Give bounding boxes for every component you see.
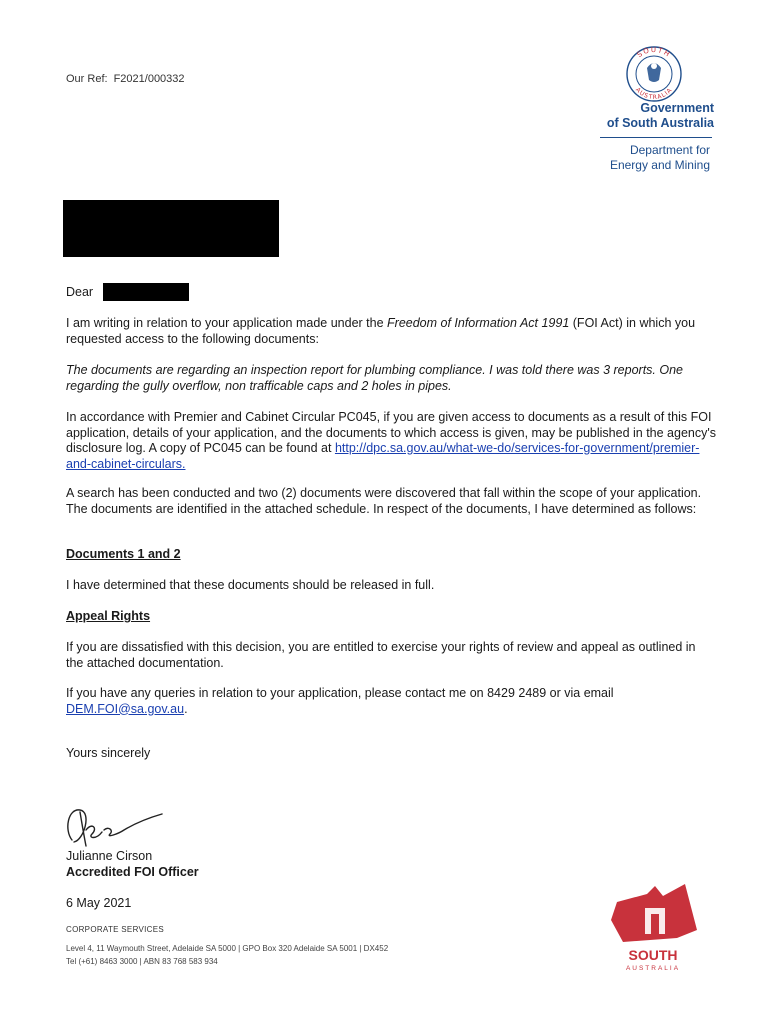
- gov-line-1: Government: [640, 101, 714, 115]
- gov-line-2: of South Australia: [606, 116, 714, 130]
- paragraph-search-result: A search has been conducted and two (2) documents were discovered that fall within the scope of your application. The documents are identified in the attached schedule. In respect of the documents, I have determined as follows:: [66, 486, 702, 516]
- salutation: Dear: [66, 285, 94, 299]
- svg-text:SOUTH: [636, 46, 672, 59]
- ref-label: Our Ref:: [66, 73, 108, 85]
- act-name: Freedom of Information Act 1991: [387, 316, 570, 330]
- p7-end: .: [184, 701, 188, 716]
- paragraph-appeal: If you are dissatisfied with this decision, you are entitled to exercise your rights of review and appeal as outlined in the attached documentation.: [66, 640, 696, 670]
- sa-government-crest-icon: [618, 44, 690, 102]
- footer-section: CORPORATE SERVICES: [66, 925, 165, 934]
- crest-text-top: SOUTH: [635, 45, 673, 60]
- pc045-link[interactable]: http://dpc.sa.gov.au/what-we-do/services-for-government/premier-and-cabinet-circulars.: [66, 441, 700, 471]
- p1-text-a: I am writing in relation to your application made under the: [66, 316, 388, 330]
- handwritten-signature: [62, 800, 172, 852]
- dept-line-1: Department for: [629, 143, 710, 157]
- footer-address: [66, 942, 388, 968]
- paragraph-contact: [66, 686, 716, 717]
- department-name: [560, 143, 710, 173]
- footer-contact-line: Tel (+61) 8463 3000 | ABN 83 768 583 934: [66, 957, 218, 966]
- footer-address-line: Level 4, 11 Waymouth Street, Adelaide SA 5000 | GPO Box 320 Adelaide SA 5001 | DX452: [66, 944, 389, 953]
- redacted-address-block: [63, 200, 279, 257]
- heading-documents: Documents 1 and 2: [66, 547, 181, 561]
- header-divider: [600, 137, 712, 138]
- crest-text-bottom: AUSTRALIA: [634, 86, 674, 102]
- south-australia-logo-icon: [605, 880, 700, 972]
- heading-appeal-rights: Appeal Rights: [66, 609, 151, 623]
- logo-word-south: SOUTH: [628, 947, 678, 963]
- p7-text: If you have any queries in relation to your application, please contact me on 8429 2489 or via email: [66, 686, 614, 700]
- svg-text:AUSTRALIA: [634, 87, 674, 102]
- p1-text-b: (FOI Act) in which you requested access to the following documents:: [66, 316, 696, 346]
- signatory-title: Accredited FOI Officer: [66, 864, 199, 879]
- logo-word-australia: AUSTRALIA: [625, 965, 681, 972]
- paragraph-request: [66, 316, 716, 347]
- redacted-recipient-name: [103, 283, 189, 301]
- signatory: [66, 849, 199, 880]
- letter-date: 6 May 2021: [66, 896, 132, 910]
- government-name: [560, 101, 714, 131]
- dept-line-2: Energy and Mining: [609, 158, 710, 172]
- closing: Yours sincerely: [66, 746, 151, 760]
- email-link[interactable]: DEM.FOI@sa.gov.au: [66, 701, 185, 716]
- ref-value: F2021/000332: [113, 73, 185, 85]
- p3-text: In accordance with Premier and Cabinet Circular PC045, if you are given access to documents as a result of this FOI application, details of your application, and the documents to which access is given, may be published in the agency's disclosure log. A copy of PC045 can be found at: [66, 410, 716, 455]
- p2-text: The documents are regarding an inspection report for plumbing compliance. I was told there was 3 reports. One regarding the gully overflow, non trafficable caps and 2 holes in pipes.: [66, 363, 683, 393]
- paragraph-determination: I have determined that these documents should be released in full.: [66, 578, 435, 592]
- signatory-name: Julianne Cirson: [66, 849, 153, 863]
- paragraph-disclosure-log: [66, 410, 716, 472]
- paragraph-requested-documents: [66, 363, 716, 394]
- reference-line: [66, 73, 185, 85]
